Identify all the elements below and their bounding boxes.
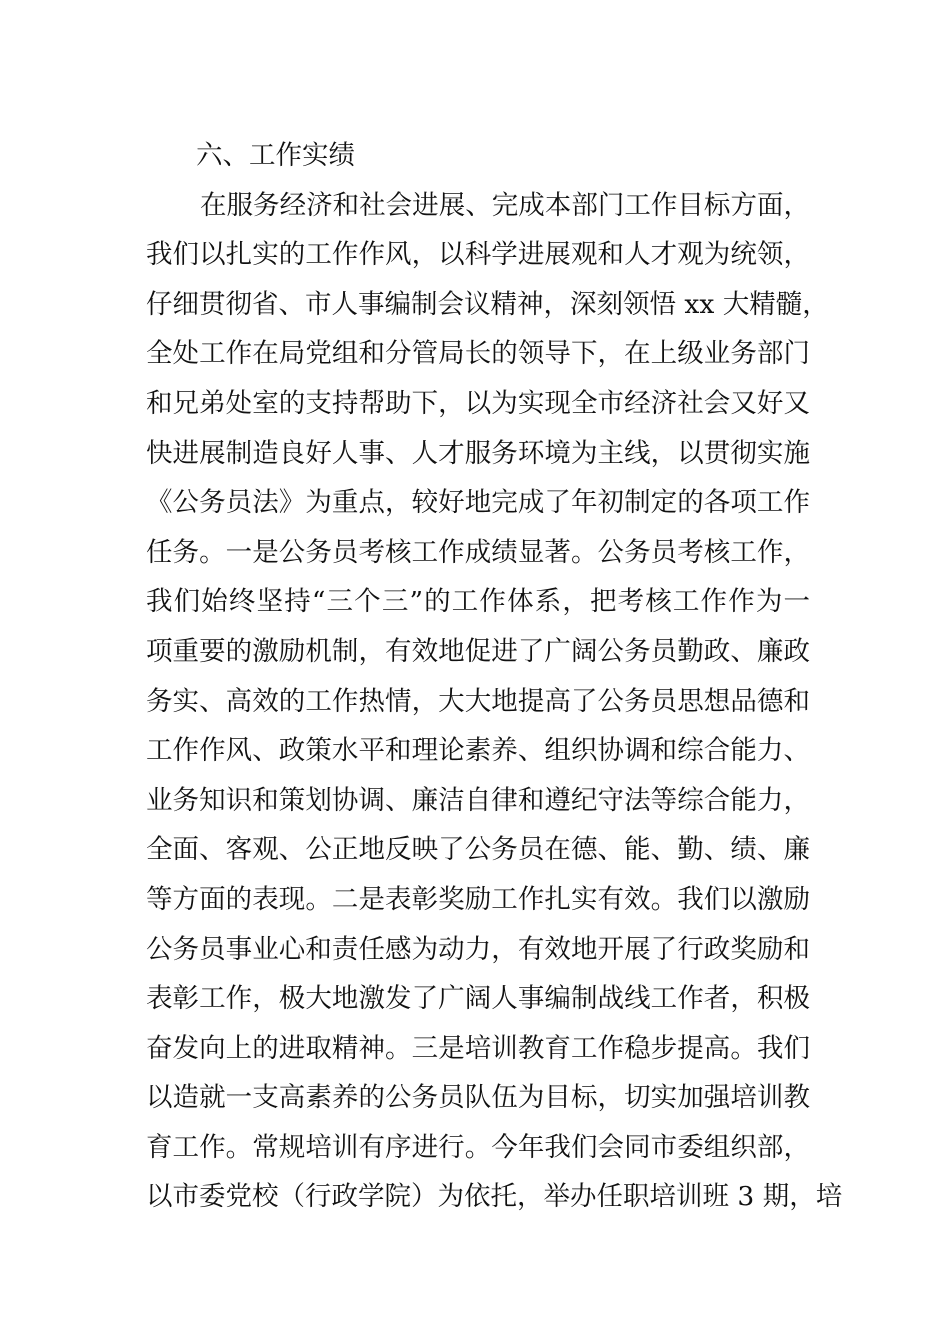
paragraph-line: 项重要的激励机制，有效地促进了广阔公务员勤政、廉政 — [146, 635, 810, 667]
paragraph-line: 在服务经济和社会进展、完成本部门工作目标方面， — [200, 189, 810, 221]
paragraph-line: 快进展制造良好人事、人才服务环境为主线，以贯彻实施 — [146, 437, 810, 469]
paragraph-line: 育工作。常规培训有序进行。今年我们会同市委组织部， — [146, 1131, 810, 1163]
paragraph-line: 《公务员法》为重点，较好地完成了年初制定的各项工作 — [146, 487, 810, 519]
paragraph-line: 以市委党校（行政学院）为依托，举办任职培训班 3 期，培 — [146, 1181, 843, 1213]
document-body — [146, 131, 843, 1222]
paragraph-line: 表彰工作，极大地激发了广阔人事编制战线工作者，积极 — [146, 983, 810, 1015]
paragraph-line: 我们始终坚持“三个三”的工作体系，把考核工作作为一 — [146, 586, 810, 618]
paragraph-line: 全处工作在局党组和分管局长的领导下，在上级业务部门 — [146, 338, 810, 370]
paragraph-line: 我们以扎实的工作作风，以科学进展观和人才观为统领， — [146, 239, 810, 271]
paragraph-line: 和兄弟处室的支持帮助下，以为实现全市经济社会又好又 — [146, 387, 810, 419]
paragraph-line: 全面、客观、公正地反映了公务员在德、能、勤、绩、廉 — [146, 834, 810, 866]
section-heading: 六、工作实绩 — [196, 140, 355, 171]
paragraph-line: 业务知识和策划协调、廉洁自律和遵纪守法等综合能力， — [146, 784, 810, 816]
paragraph-line: 仔细贯彻省、市人事编制会议精神，深刻领悟 xx 大精髓， — [146, 288, 829, 320]
paragraph-line: 以造就一支高素养的公务员队伍为目标，切实加强培训教 — [146, 1082, 810, 1114]
paragraph-line: 公务员事业心和责任感为动力，有效地开展了行政奖励和 — [146, 933, 810, 965]
paragraph-line: 务实、高效的工作热情，大大地提高了公务员思想品德和 — [146, 685, 810, 717]
paragraph-line: 工作作风、政策水平和理论素养、组织协调和综合能力、 — [146, 735, 810, 767]
paragraph-line: 奋发向上的进取精神。三是培训教育工作稳步提高。我们 — [146, 1032, 810, 1064]
paragraph-line: 任务。一是公务员考核工作成绩显著。公务员考核工作， — [146, 536, 810, 568]
paragraph-line: 等方面的表现。二是表彰奖励工作扎实有效。我们以激励 — [146, 883, 810, 915]
